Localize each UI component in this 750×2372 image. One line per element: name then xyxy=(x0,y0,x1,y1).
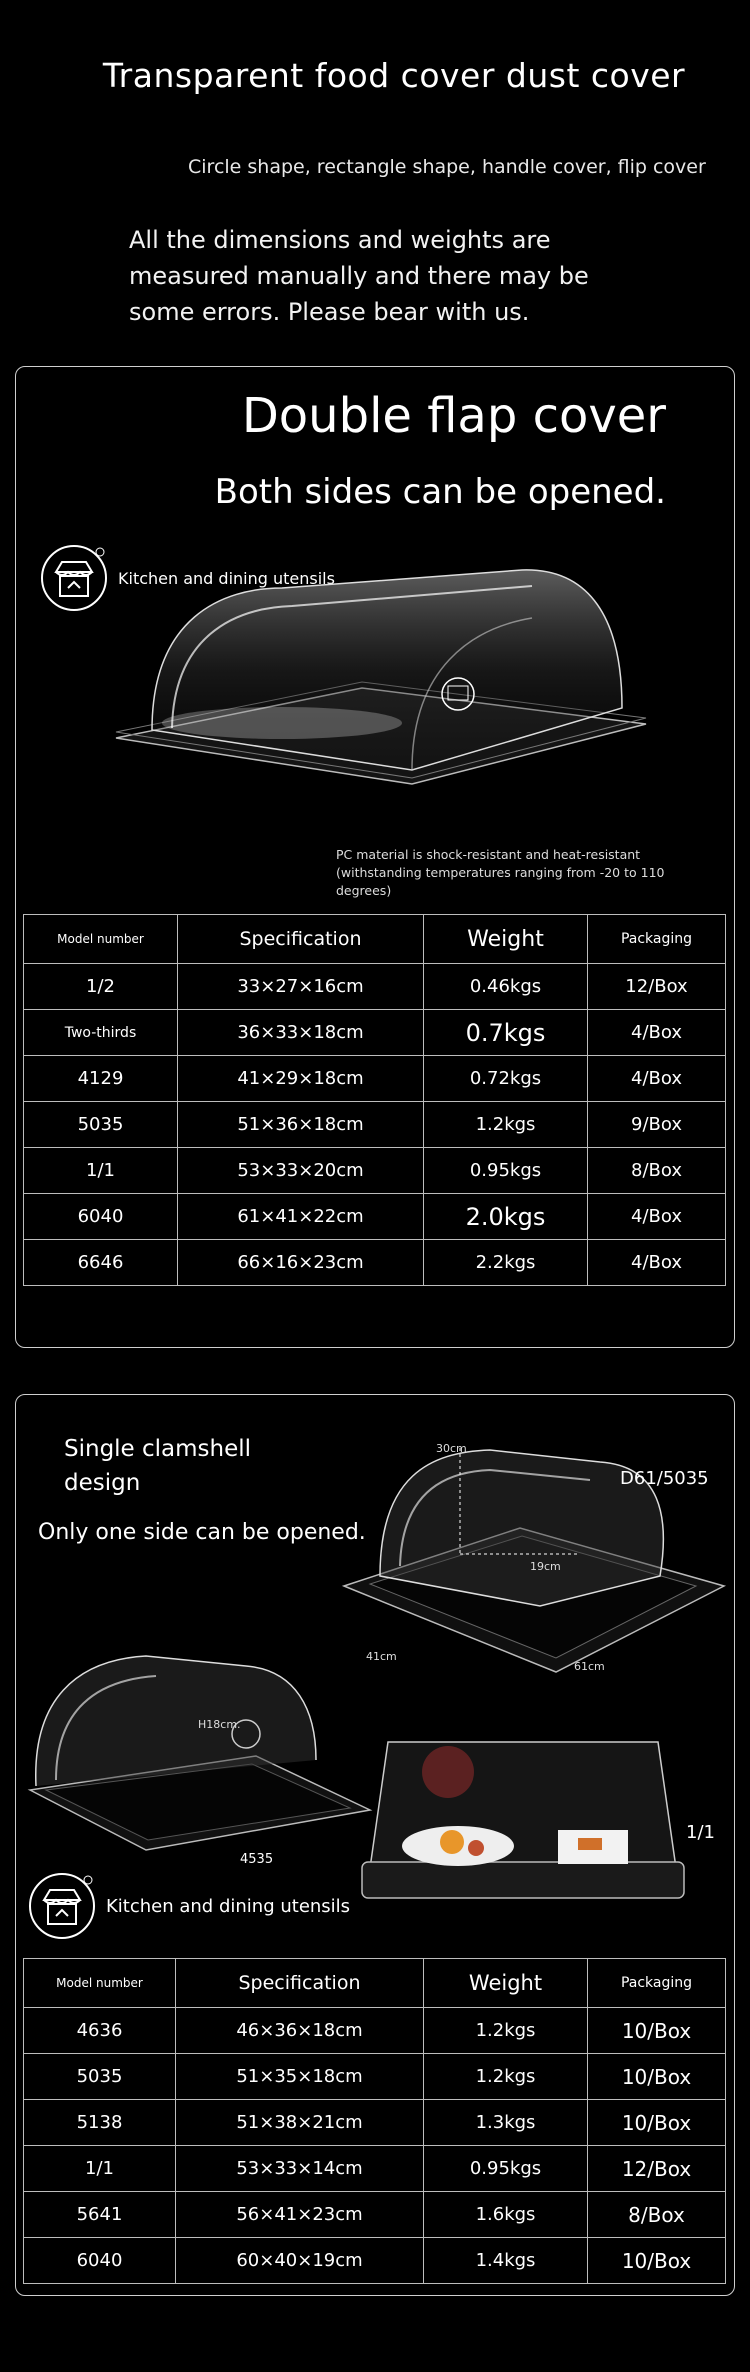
spec-table-single-clamshell xyxy=(23,1958,726,2284)
table-row xyxy=(24,964,726,1010)
spec-cell: 46×36×18cm xyxy=(176,2008,424,2054)
dimension-19cm: 19cm xyxy=(530,1560,561,1573)
table-row xyxy=(24,1194,726,1240)
header-weight: Weight xyxy=(424,915,588,964)
header-model: Model number xyxy=(24,915,178,964)
weight-cell: 0.46kgs xyxy=(424,964,588,1010)
table-row xyxy=(24,2054,726,2100)
weight-cell: 0.7kgs xyxy=(424,1010,588,1056)
spec-cell: 53×33×14cm xyxy=(176,2146,424,2192)
section1-heading: Double flap cover xyxy=(241,388,666,444)
packaging-cell: 4/Box xyxy=(588,1194,726,1240)
header-packaging: Packaging xyxy=(588,915,726,964)
model-cell: 5138 xyxy=(24,2100,176,2146)
spec-cell: 56×41×23cm xyxy=(176,2192,424,2238)
model-cell: 1/1 xyxy=(24,1148,178,1194)
table-row xyxy=(24,1148,726,1194)
weight-cell: 0.95kgs xyxy=(424,2146,588,2192)
spec-cell: 51×36×18cm xyxy=(178,1102,424,1148)
weight-cell: 2.2kgs xyxy=(424,1240,588,1286)
table-header-row xyxy=(24,915,726,964)
section2-subheading: Only one side can be opened. xyxy=(38,1520,366,1545)
double-flap-cover-image xyxy=(112,548,652,798)
header-specification: Specification xyxy=(176,1959,424,2008)
packaging-cell: 12/Box xyxy=(588,2146,726,2192)
spec-table-double-flap xyxy=(23,914,726,1286)
header-weight: Weight xyxy=(424,1959,588,2008)
packaging-cell: 4/Box xyxy=(588,1010,726,1056)
page-subtitle: Circle shape, rectangle shape, handle cover, flip cover xyxy=(188,156,706,178)
table-row xyxy=(24,1102,726,1148)
packaging-cell: 10/Box xyxy=(588,2054,726,2100)
clamshell-food-image xyxy=(358,1722,688,1902)
model-cell: 4636 xyxy=(24,2008,176,2054)
packaging-cell: 12/Box xyxy=(588,964,726,1010)
weight-cell: 1.3kgs xyxy=(424,2100,588,2146)
table-row xyxy=(24,1010,726,1056)
model-label-4535: 4535 xyxy=(240,1852,274,1867)
section1-subheading: Both sides can be opened. xyxy=(214,472,666,512)
packaging-cell: 10/Box xyxy=(588,2238,726,2284)
spec-cell: 41×29×18cm xyxy=(178,1056,424,1102)
spec-cell: 51×38×21cm xyxy=(176,2100,424,2146)
spec-cell: 51×35×18cm xyxy=(176,2054,424,2100)
model-cell: Two-thirds xyxy=(24,1010,178,1056)
header-model: Model number xyxy=(24,1959,176,2008)
table-row xyxy=(24,1240,726,1286)
brand-label: Kitchen and dining utensils xyxy=(118,568,335,588)
packaging-cell: 10/Box xyxy=(588,2008,726,2054)
spec-cell: 60×40×19cm xyxy=(176,2238,424,2284)
weight-cell: 2.0kgs xyxy=(424,1194,588,1240)
weight-cell: 0.95kgs xyxy=(424,1148,588,1194)
model-label-1-1: 1/1 xyxy=(686,1822,715,1843)
packaging-cell: 8/Box xyxy=(588,1148,726,1194)
table-row xyxy=(24,2100,726,2146)
table-header-row xyxy=(24,1959,726,2008)
spec-cell: 33×27×16cm xyxy=(178,964,424,1010)
shop-logo-icon xyxy=(26,1870,98,1942)
weight-cell: 1.6kgs xyxy=(424,2192,588,2238)
model-cell: 1/1 xyxy=(24,2146,176,2192)
weight-cell: 1.4kgs xyxy=(424,2238,588,2284)
material-note: PC material is shock-resistant and heat-resistant (withstanding temperatures ranging from -20 to 110 degrees) xyxy=(336,847,665,898)
model-cell: 6646 xyxy=(24,1240,178,1286)
shop-logo-icon xyxy=(38,542,110,614)
model-cell: 6040 xyxy=(24,1194,178,1240)
dimension-h18cm: H18cm. xyxy=(198,1718,241,1731)
spec-cell: 36×33×18cm xyxy=(178,1010,424,1056)
dimension-61cm: 61cm xyxy=(574,1660,605,1673)
packaging-cell: 10/Box xyxy=(588,2100,726,2146)
measurement-note: All the dimensions and weights are measured manually and there may be some errors. Please bear with us. xyxy=(129,226,589,326)
model-cell: 5035 xyxy=(24,1102,178,1148)
section2-heading: Single clamshell design xyxy=(64,1436,252,1496)
table-row xyxy=(24,2146,726,2192)
weight-cell: 1.2kgs xyxy=(424,2054,588,2100)
clamshell-open-image xyxy=(26,1640,376,1870)
weight-cell: 0.72kgs xyxy=(424,1056,588,1102)
packaging-cell: 4/Box xyxy=(588,1240,726,1286)
brand-label: Kitchen and dining utensils xyxy=(106,1895,351,1917)
model-cell: 4129 xyxy=(24,1056,178,1102)
model-cell: 5035 xyxy=(24,2054,176,2100)
spec-cell: 61×41×22cm xyxy=(178,1194,424,1240)
weight-cell: 1.2kgs xyxy=(424,1102,588,1148)
model-cell: 5641 xyxy=(24,2192,176,2238)
dimension-30cm: 30cm xyxy=(436,1442,467,1455)
table-row xyxy=(24,1056,726,1102)
table-row xyxy=(24,2192,726,2238)
spec-cell: 53×33×20cm xyxy=(178,1148,424,1194)
model-cell: 1/2 xyxy=(24,964,178,1010)
brand-badge xyxy=(26,1870,350,1942)
dimension-41cm: 41cm xyxy=(366,1650,397,1663)
table-row xyxy=(24,2008,726,2054)
page-title: Transparent food cover dust cover xyxy=(102,56,686,95)
packaging-cell: 8/Box xyxy=(588,2192,726,2238)
header-packaging: Packaging xyxy=(588,1959,726,2008)
weight-cell: 1.2kgs xyxy=(424,2008,588,2054)
model-cell: 6040 xyxy=(24,2238,176,2284)
model-label-d61: D61/5035 xyxy=(620,1468,709,1489)
table-row xyxy=(24,2238,726,2284)
header-specification: Specification xyxy=(178,915,424,964)
packaging-cell: 4/Box xyxy=(588,1056,726,1102)
packaging-cell: 9/Box xyxy=(588,1102,726,1148)
spec-cell: 66×16×23cm xyxy=(178,1240,424,1286)
